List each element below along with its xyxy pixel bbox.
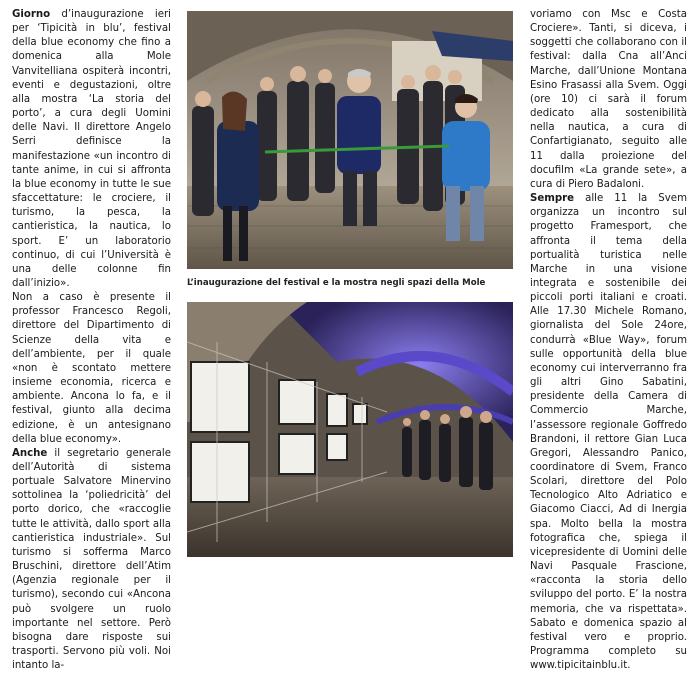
article-paragraph-3 [12, 447, 171, 673]
paragraph-lead: Giorno [12, 9, 51, 20]
paragraph-text: Non a caso è presente il professor Francesco Regoli, direttore del Dipartimento di Scienze della vita e dell’ambiente, per il quale «non è scontato mettere insieme economia, ricerca e ambiente. Ancona lo fa, e il festival, giunto alla decima edizione, è un antesignano della blue economy». [12, 292, 171, 445]
paragraph-lead: Anche [12, 447, 48, 459]
paragraph-text: il segretario generale dell’Autorità di sistema portuale Salvatore Minervino sottolinea la ‘poliedricità’ del porto dorico, che «raccoglie tutte le attività, dallo sport alla cantieristica industriale». Sul turismo si sofferma Marco Bruschini, direttore dell’Atim (Agenzia regionale per il turismo), secondo cui «Ancona può svolgere un ruolo importante nel settore. Però bisogna dare risposte sui trasporti. Servono più voli. Noi intanto la- [12, 447, 171, 672]
article-column-1 [12, 8, 171, 673]
article-column-3 [530, 8, 687, 673]
article-paragraph-4 [530, 8, 687, 192]
paragraph-text: alle 11 la Svem organizza un incontro sul progetto Framesport, che affronta il tema della portualità turistica nelle Marche in una visione integrata e sostenibile dei piccoli porti italiani e croati. Alle 17.30 Michele Romano, giornalista del Sole 24ore, condurrà «Blue Way», forum sulle opportunità della blue economy cui interverranno fra gli altri Gino Sabatini, presidente della Camera di Commercio Marche, l’assessore regionale Goffredo Brandoni, il rettore Gian Luca Gregori, Alessandro Panico, coordinatore di Svem, Franco Scolari, direttore del Polo Tecnologico Alto Adriatico e Giacomo Ciacci, Ad di Inergia spa. Molto bella la mostra fotografica che, spiega il vicepresidente di Uomini delle Navi Pasquale Frascione, «racconta la storia dello sviluppo del porto. E’ la nostra memoria, che va rispettata». Sabato e domenica spazio al festival vero e proprio. Programma completo su www.tipicitainblu.it. [530, 193, 687, 672]
paragraph-lead: Sempre [530, 193, 575, 205]
paragraph-text: d’inaugurazione ieri per ‘Tipicità in blu’, festival della blue economy che fino a domenica alla Mole Vanvitelliana ospiterà incontri, eventi e degustazioni, oltre alla mostra ‘La storia del porto’, a cura degli Uomini delle Navi. Il direttore Angelo Serri definisce la manifestazione «un incontro di tante anime, in cui si affronta la blue economy in tutte le sue sfaccettature: le crociere, il turismo, la pesca, la cantieristica, la nautica, lo sport. E’ un laboratorio continuo, di cui l’Università è una delle colonne fin dall’inizio». [12, 9, 171, 289]
paragraph-text: voriamo con Msc e Costa Crociere». Tanti, si diceva, i soggetti che collaborano con il festival: dalla Cna all’Anci Marche, dall’Unione Montana Esino Frasassi alla Svem. Oggi (ore 10) ci sarà il forum dedicato alla sostenibilità nella nautica, a cura di Confartigianato, seguito alle 11 dalla proiezione del docufilm «La grande sete», a cura di Piero Badaloni. [530, 9, 687, 190]
photo-caption: L’inaugurazione del festival e la mostra negli spazi della Mole [187, 278, 486, 288]
article-paragraph-1 [12, 8, 171, 291]
photo-inauguration [187, 11, 513, 269]
article-paragraph-2 [12, 291, 171, 447]
article-paragraph-5 [530, 192, 687, 673]
photo-exhibition [187, 302, 513, 557]
